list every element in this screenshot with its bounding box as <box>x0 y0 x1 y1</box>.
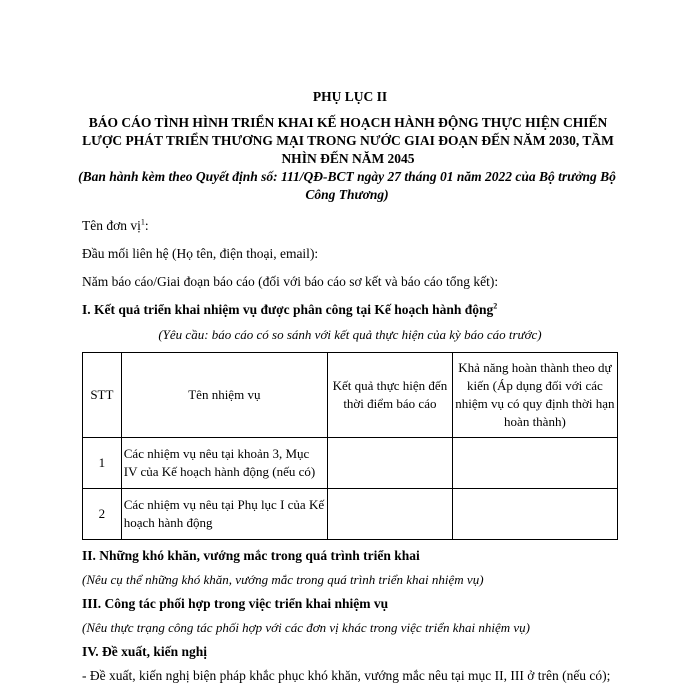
section-4-item: - Đề xuất, kiến nghị biện pháp khắc phục khó khăn, vướng mắc nêu tại mục II, III ở trên (nếu có); <box>82 668 611 683</box>
header-completion-ability: Khả năng hoàn thành theo dự kiến (Áp dụng đối với các nhiệm vụ có quy định thời hạn hoàn thành) <box>452 353 617 438</box>
section-2-heading: II. Những khó khăn, vướng mắc trong quá trình triển khai <box>82 548 420 563</box>
header-stt: STT <box>83 353 122 438</box>
header-result: Kết quả thực hiện đến thời điểm báo cáo <box>327 353 452 438</box>
report-title-line: LƯỢC PHÁT TRIỂN THƯƠNG MẠI TRONG NƯỚC GIAI ĐOẠN ĐẾN NĂM 2030, TẦM <box>82 133 614 148</box>
row-result <box>327 489 452 540</box>
row-completion-ability <box>452 438 617 489</box>
report-title-line: BÁO CÁO TÌNH HÌNH TRIỂN KHAI KẾ HOẠCH HÀNH ĐỘNG THỰC HIỆN CHIẾN <box>88 115 608 130</box>
section-3-note: (Nêu thực trạng công tác phối hợp với các đơn vị khác trong việc triển khai nhiệm vụ) <box>82 620 530 635</box>
unit-name-field <box>82 217 618 235</box>
unit-name-label: Tên đơn vị <box>82 218 141 233</box>
section-1-heading <box>82 301 618 319</box>
section-1-note: (Yêu cầu: báo cáo có so sánh với kết quả thực hiện của kỳ báo cáo trước) <box>158 327 542 342</box>
row-task-name: Các nhiệm vụ nêu tại khoản 3, Mục IV của Kế hoạch hành động (nếu có) <box>121 438 327 489</box>
section-4-heading: IV. Đề xuất, kiến nghị <box>82 644 208 659</box>
table-header-row <box>83 353 618 438</box>
unit-name-colon: : <box>144 218 149 233</box>
issuance-note-line: (Ban hành kèm theo Quyết định số: 111/QĐ-BCT ngày 27 tháng 01 năm 2022 của Bộ trưởng Bộ <box>78 169 616 184</box>
issuance-note <box>72 168 622 204</box>
row-result <box>327 438 452 489</box>
footnote-marker: 2 <box>493 301 498 311</box>
section-1-heading-text: I. Kết quả triển khai nhiệm vụ được phân công tại Kế hoạch hành động <box>82 302 494 317</box>
header-task-name: Tên nhiệm vụ <box>121 353 327 438</box>
table-row <box>83 489 618 540</box>
appendix-title: PHỤ LỤC II <box>312 89 388 104</box>
document-page <box>78 88 618 685</box>
report-period-field: Năm báo cáo/Giai đoạn báo cáo (đối với báo cáo sơ kết và báo cáo tổng kết): <box>82 274 499 289</box>
tasks-table <box>82 352 618 540</box>
section-3-heading: III. Công tác phối hợp trong việc triển khai nhiệm vụ <box>82 596 389 611</box>
report-title <box>78 114 618 168</box>
contact-field: Đầu mối liên hệ (Họ tên, điện thoại, email): <box>82 246 319 261</box>
row-stt: 1 <box>83 438 122 489</box>
report-title-line: NHÌN ĐẾN NĂM 2045 <box>281 151 415 166</box>
issuance-note-line: Công Thương) <box>305 187 389 202</box>
section-2-note: (Nêu cụ thể những khó khăn, vướng mắc trong quá trình triển khai nhiệm vụ) <box>82 572 484 587</box>
row-stt: 2 <box>83 489 122 540</box>
footnote-marker: 1 <box>140 217 145 227</box>
row-completion-ability <box>452 489 617 540</box>
row-task-name: Các nhiệm vụ nêu tại Phụ lục I của Kế hoạch hành động <box>121 489 327 540</box>
table-row <box>83 438 618 489</box>
